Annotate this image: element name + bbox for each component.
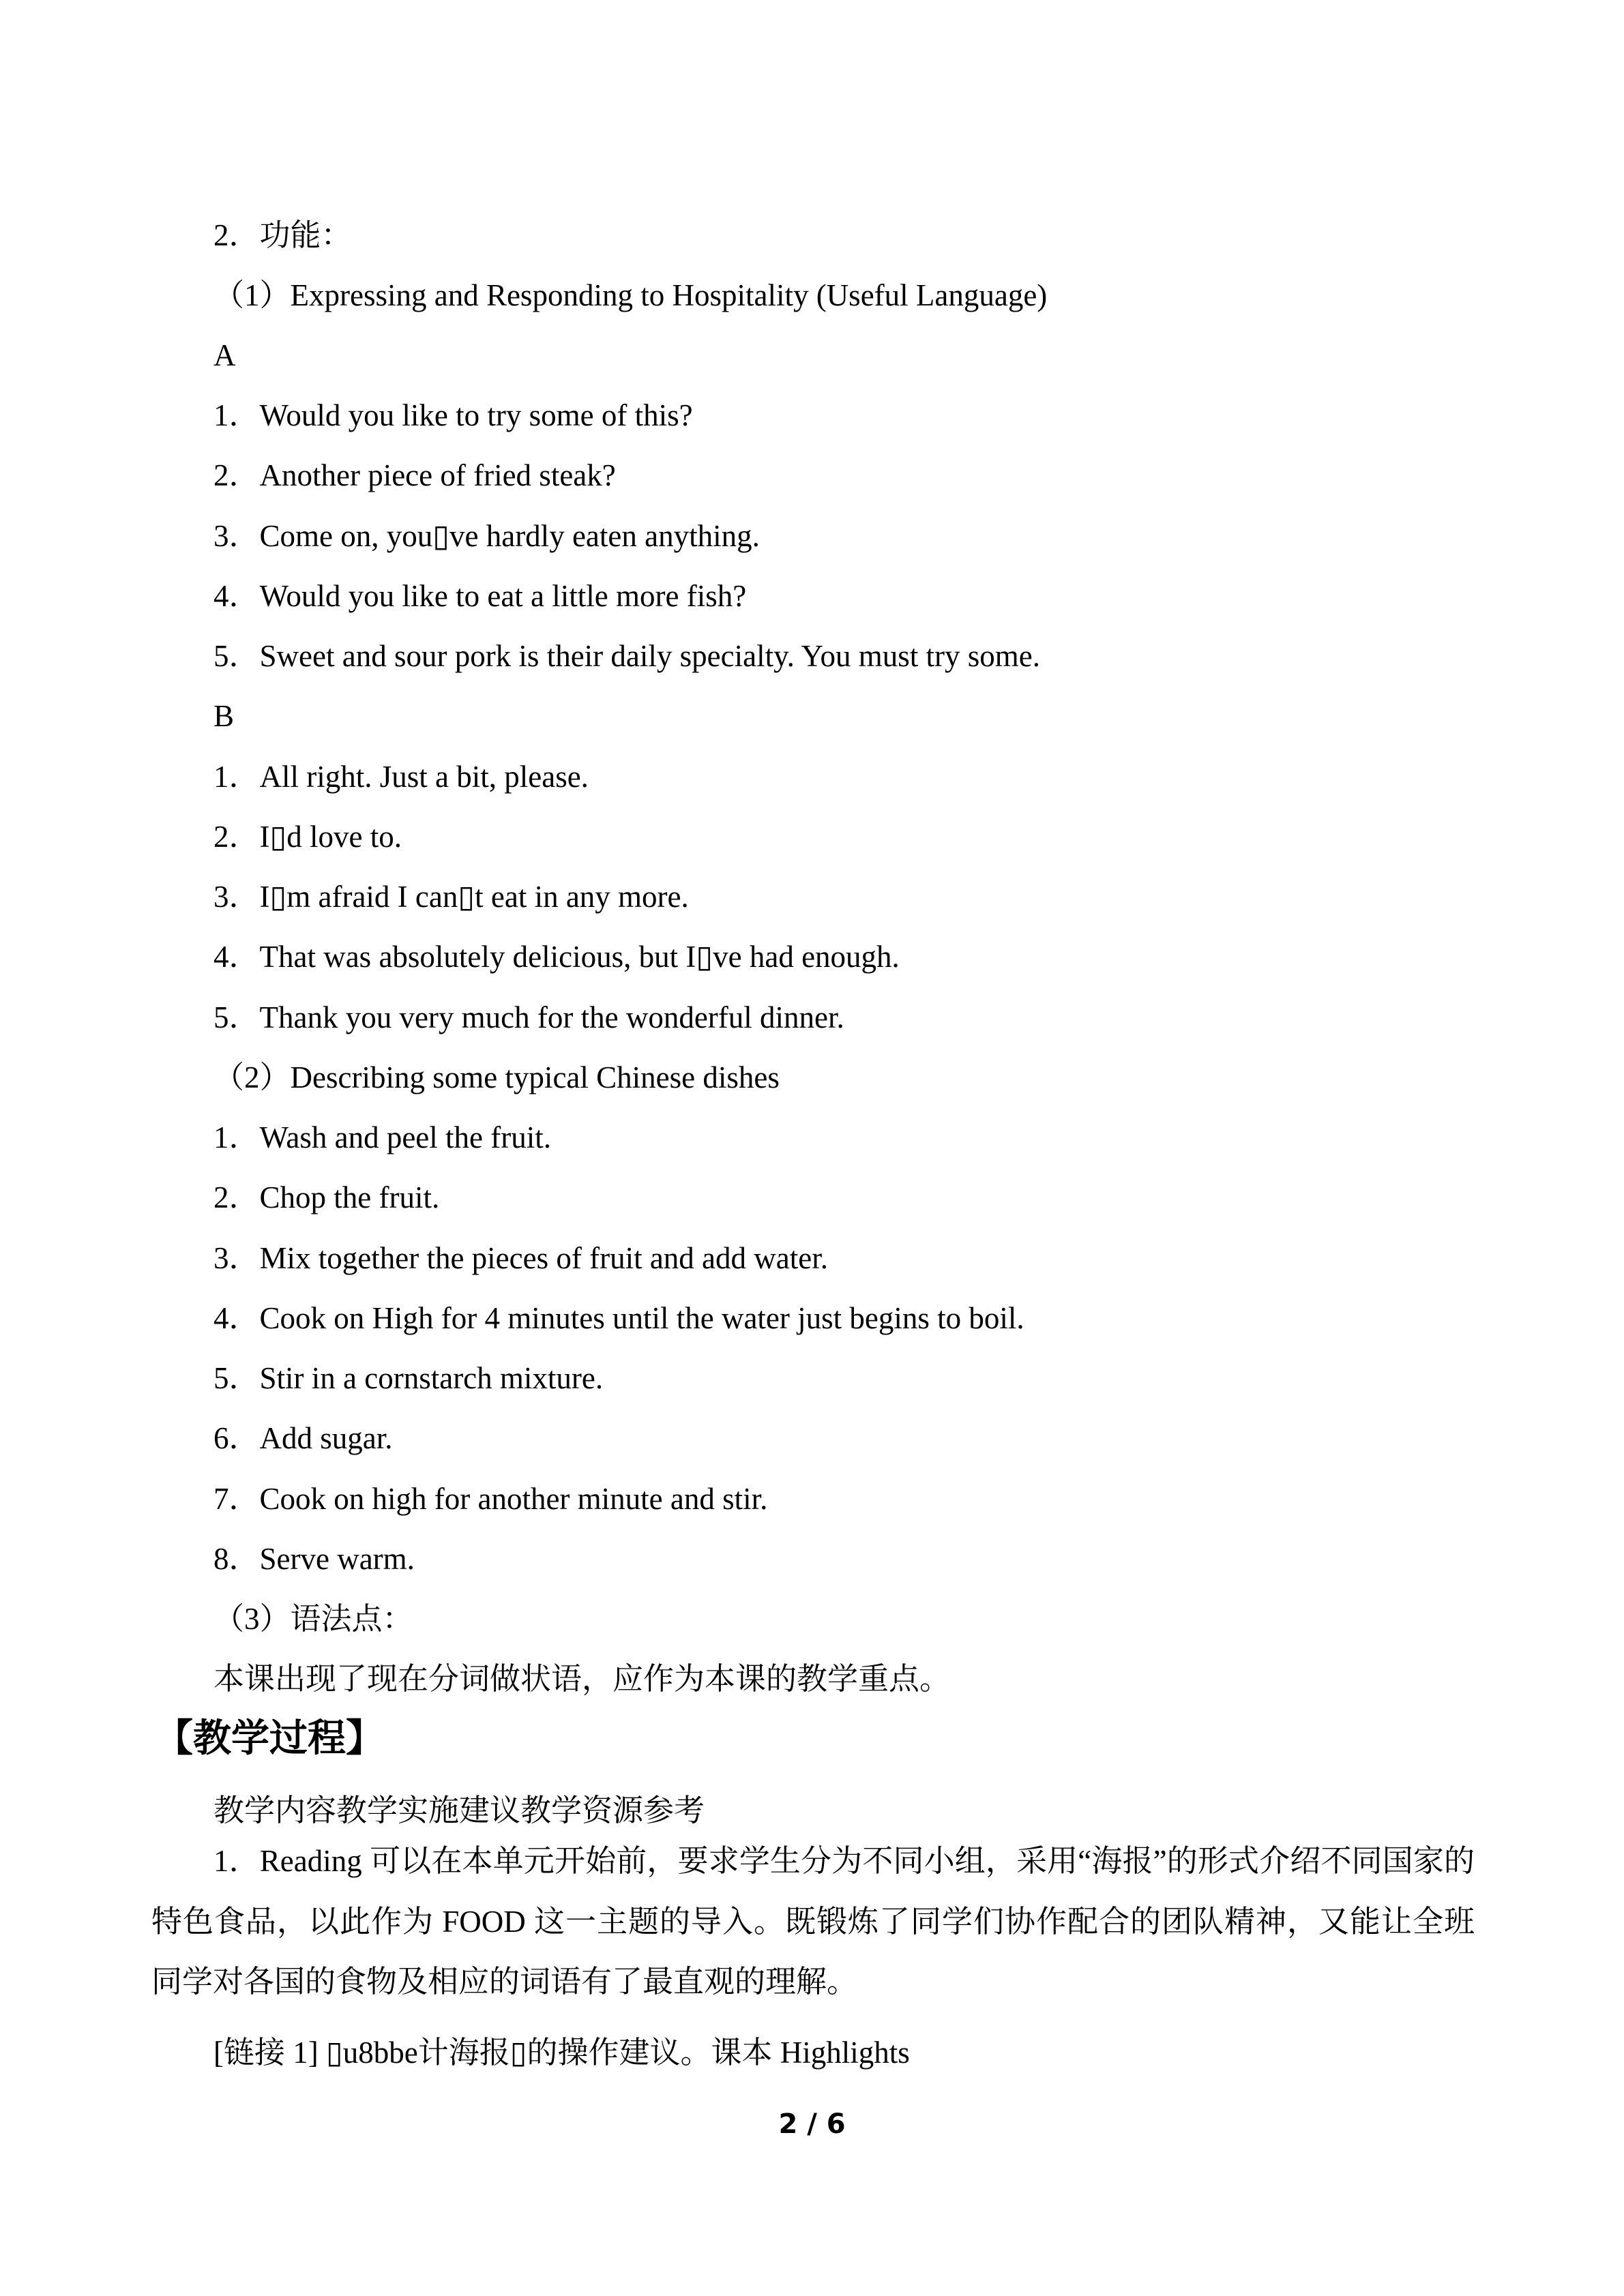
text-line: 2．Chop the fruit. [213,1180,440,1214]
body-paragraph: 1．Reading 可以在本单元开始前，要求学生分为不同小组，采用“海报”的形式介绍不同国家的特色食品，以此作为 FOOD 这一主题的导入。既锻炼了同学们协作配合的团队精神，又能让全班同学对各国的食物及相应的词语有了最直观的理解。 [151,1844,1475,1999]
text-line: [链接 1] ▯u8bbe计海报▯的操作建议。课本 Highlights [213,2036,910,2070]
text-line: 8．Serve warm. [213,1542,415,1576]
text-line: 3．I▯m afraid I can▯t eat in any more. [213,880,689,914]
text-line: 1．Wash and peel the fruit. [213,1120,551,1154]
text-line: 5．Stir in a cornstarch mixture. [213,1361,604,1395]
text-line: 5．Sweet and sour pork is their daily specialty. You must try some. [213,639,1040,673]
page-number: 2 / 6 [778,2108,846,2140]
text-line: 3．Mix together the pieces of fruit and add water. [213,1241,828,1275]
text-line: 2．功能： [213,218,352,252]
text-line: 2．Another piece of fried steak? [213,458,616,492]
text-line: 3．Come on, you▯ve hardly eaten anything. [213,519,760,553]
text-line: 7．Cook on high for another minute and stir. [213,1482,768,1516]
text-line: 6．Add sugar. [213,1421,393,1455]
text-line: 1．All right. Just a bit, please. [213,760,589,794]
section-heading: 【教学过程】 [155,1716,384,1761]
text-line: 4．Would you like to eat a little more fish? [213,579,747,613]
text-line: A [213,338,236,372]
text-line: 5．Thank you very much for the wonderful dinner. [213,1000,844,1034]
text-line: 教学内容教学实施建议教学资源参考 [213,1793,705,1828]
text-line: B [213,699,235,733]
text-line: （1）Expressing and Responding to Hospitality (Useful Language) [213,278,1048,312]
text-line: （2）Describing some typical Chinese dishes [213,1060,780,1094]
text-line: 本课出现了现在分词做状语，应作为本课的教学重点。 [213,1662,951,1696]
text-line: 4．Cook on High for 4 minutes until the water just begins to boil. [213,1301,1024,1335]
text-line: （3）语法点： [213,1602,413,1636]
text-line: 2．I▯d love to. [213,820,402,854]
text-line: 4．That was absolutely delicious, but I▯ve had enough. [213,940,900,974]
text-line: 1．Would you like to try some of this? [213,398,693,432]
